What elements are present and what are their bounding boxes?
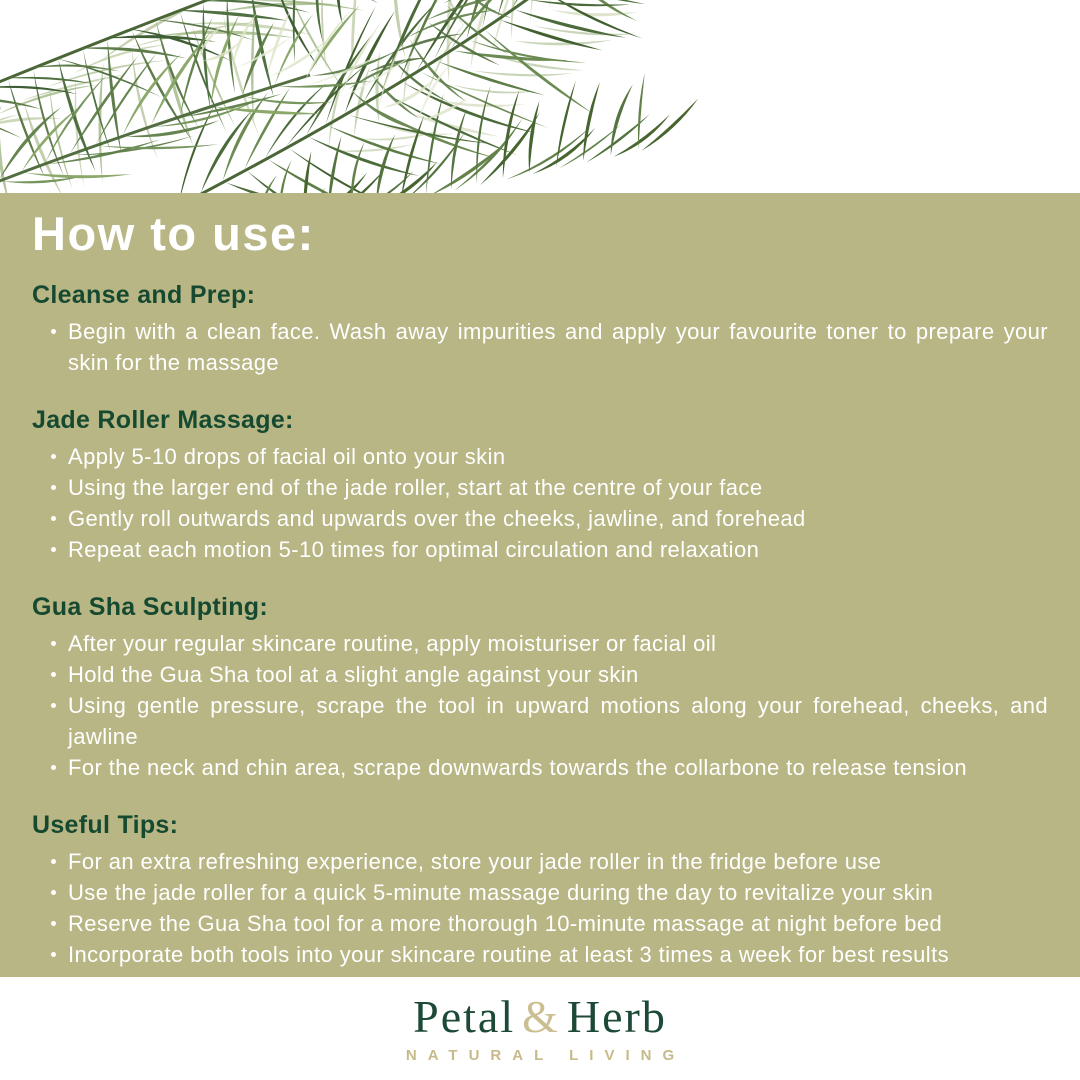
list-item: For an extra refreshing experience, store your jade roller in the fridge before use <box>68 846 1048 877</box>
list-item: Repeat each motion 5-10 times for optimal circulation and relaxation <box>68 534 1048 565</box>
section-title: Useful Tips: <box>32 811 179 840</box>
list-item: Using gentle pressure, scrape the tool in upward motions along your forehead, cheeks, and jawline <box>68 690 1048 752</box>
list-item: Using the larger end of the jade roller, start at the centre of your face <box>68 472 1048 503</box>
brand-logo <box>0 993 1080 1041</box>
section-cleanse-and-prep <box>32 281 1048 378</box>
bullet-list <box>32 441 1048 565</box>
section-title: Cleanse and Prep: <box>32 281 256 310</box>
footer <box>0 977 1080 1080</box>
brand-ampersand: & <box>522 991 560 1042</box>
list-item: Apply 5-10 drops of facial oil onto your skin <box>68 441 1048 472</box>
list-item: Begin with a clean face. Wash away impurities and apply your favourite toner to prepare your skin for the massage <box>68 316 1048 378</box>
brand-tagline: NATURAL LIVING <box>405 1047 686 1065</box>
list-item: After your regular skincare routine, apply moisturiser or facial oil <box>68 628 1048 659</box>
page-title: How to use: <box>32 207 315 260</box>
section-title: Gua Sha Sculpting: <box>32 593 268 622</box>
section-jade-roller-massage <box>32 406 1048 565</box>
list-item: For the neck and chin area, scrape downwards towards the collarbone to release tension <box>68 752 1048 783</box>
palm-leaves-image <box>0 0 1080 193</box>
list-item: Reserve the Gua Sha tool for a more thorough 10-minute massage at night before bed <box>68 908 1048 939</box>
list-item: Incorporate both tools into your skincare routine at least 3 times a week for best results <box>68 939 1048 970</box>
list-item: Gently roll outwards and upwards over the cheeks, jawline, and forehead <box>68 503 1048 534</box>
list-item: Hold the Gua Sha tool at a slight angle against your skin <box>68 659 1048 690</box>
instructions-panel <box>0 193 1080 977</box>
section-gua-sha-sculpting <box>32 593 1048 783</box>
list-item: Use the jade roller for a quick 5-minute massage during the day to revitalize your skin <box>68 877 1048 908</box>
section-title: Jade Roller Massage: <box>32 406 294 435</box>
bullet-list <box>32 846 1048 970</box>
section-useful-tips <box>32 811 1048 970</box>
brand-word-petal: Petal <box>413 991 516 1042</box>
hero-banner <box>0 0 1080 193</box>
bullet-list <box>32 316 1048 378</box>
bullet-list <box>32 628 1048 783</box>
brand-word-herb: Herb <box>566 991 667 1042</box>
